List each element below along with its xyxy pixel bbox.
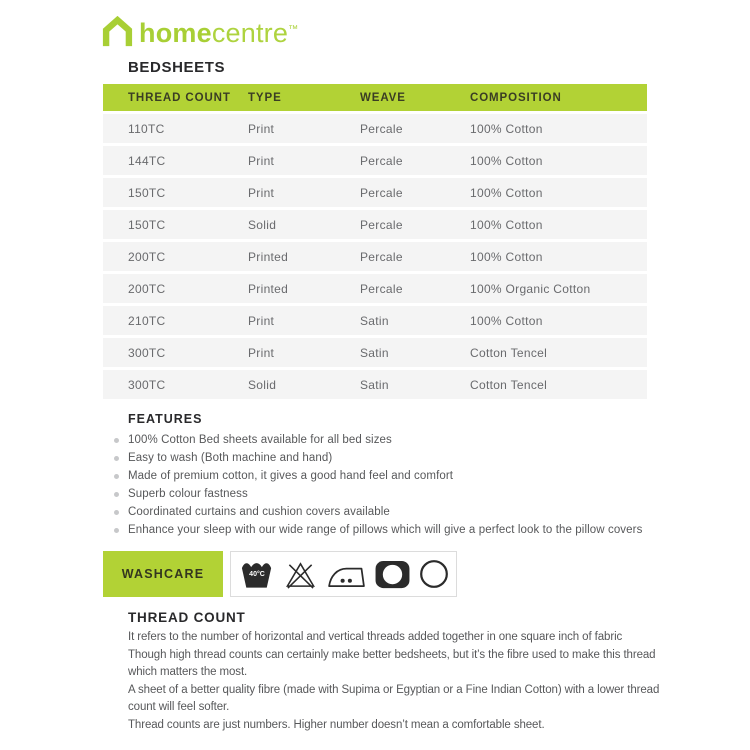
cell-composition: 100% Cotton	[470, 121, 543, 136]
do-not-bleach-icon	[283, 558, 318, 590]
cell-composition: Cotton Tencel	[470, 377, 548, 392]
list-item	[103, 485, 723, 503]
features-heading: FEATURES	[128, 412, 203, 426]
table-row	[103, 370, 647, 399]
cell-type: Solid	[248, 217, 277, 232]
dry-clean-icon	[419, 559, 449, 589]
bullet-icon	[114, 474, 119, 479]
cell-thread-count: 200TC	[128, 281, 166, 296]
cell-type: Print	[248, 345, 275, 360]
machine-wash-40-icon	[239, 558, 276, 590]
column-header-thread-count: THREAD COUNT	[128, 91, 231, 104]
cell-composition: 100% Cotton	[470, 217, 543, 232]
cell-weave: Percale	[360, 121, 403, 136]
list-item	[103, 503, 723, 521]
list-item	[103, 521, 723, 539]
list-item	[103, 431, 723, 449]
wash-temp-label: 40°C	[249, 571, 265, 578]
paragraph: Though high thread counts can certainly make better bedsheets, but it’s the fibre used to make this thread which matters the most.	[128, 648, 656, 679]
iron-medium-icon	[326, 559, 367, 589]
cell-composition: 100% Cotton	[470, 153, 543, 168]
cell-composition: 100% Cotton	[470, 249, 543, 264]
cell-thread-count: 110TC	[128, 121, 165, 136]
cell-composition: 100% Organic Cotton	[470, 281, 591, 296]
table-row	[103, 114, 647, 143]
table-row	[103, 210, 647, 239]
column-header-type: TYPE	[248, 91, 282, 104]
cell-type: Solid	[248, 377, 277, 392]
cell-weave: Percale	[360, 217, 403, 232]
page-title: BEDSHEETS	[128, 59, 226, 76]
feature-text: Easy to wash (Both machine and hand)	[128, 452, 333, 464]
table-row	[103, 146, 647, 175]
cell-weave: Percale	[360, 153, 403, 168]
bullet-icon	[114, 456, 119, 461]
column-header-weave: WEAVE	[360, 91, 406, 104]
cell-thread-count: 150TC	[128, 185, 166, 200]
washcare-label: WASHCARE	[103, 551, 223, 597]
logo-wordmark	[139, 13, 298, 50]
table-row	[103, 338, 647, 367]
table-row	[103, 242, 647, 271]
cell-composition: 100% Cotton	[470, 313, 543, 328]
thread-count-heading: THREAD COUNT	[128, 610, 246, 625]
column-header-composition: COMPOSITION	[470, 91, 562, 104]
logo-centre-text: centre	[211, 18, 289, 48]
feature-text: Enhance your sleep with our wide range of pillows which will give a perfect look to the pillow covers	[128, 524, 643, 536]
cell-weave: Percale	[360, 249, 403, 264]
homecentre-logo	[101, 13, 298, 50]
cell-thread-count: 210TC	[128, 313, 166, 328]
list-item	[103, 467, 723, 485]
thread-count-description	[128, 629, 673, 735]
features-list	[103, 431, 723, 539]
bullet-icon	[114, 492, 119, 497]
bullet-icon	[114, 438, 119, 443]
cell-composition: Cotton Tencel	[470, 345, 548, 360]
washcare-icons-box	[230, 551, 457, 597]
cell-weave: Satin	[360, 377, 389, 392]
cell-type: Print	[248, 185, 275, 200]
washcare-section	[103, 551, 457, 597]
paragraph: Thread counts are just numbers. Higher number doesn’t mean a comfortable sheet.	[128, 718, 545, 731]
cell-weave: Percale	[360, 185, 403, 200]
cell-type: Print	[248, 121, 275, 136]
cell-thread-count: 144TC	[128, 153, 166, 168]
house-icon	[101, 16, 134, 47]
bullet-icon	[114, 528, 119, 533]
table-row	[103, 274, 647, 303]
cell-thread-count: 300TC	[128, 345, 166, 360]
cell-thread-count: 200TC	[128, 249, 166, 264]
feature-text: Made of premium cotton, it gives a good hand feel and comfort	[128, 470, 454, 482]
feature-text: Coordinated curtains and cushion covers available	[128, 506, 390, 518]
table-row	[103, 306, 647, 335]
paragraph: It refers to the number of horizontal and vertical threads added together in one square inch of fabric	[128, 631, 623, 643]
cell-thread-count: 300TC	[128, 377, 166, 392]
cell-weave: Satin	[360, 313, 389, 328]
feature-text: 100% Cotton Bed sheets available for all bed sizes	[128, 434, 392, 446]
cell-weave: Satin	[360, 345, 389, 360]
feature-text: Superb colour fastness	[128, 488, 248, 500]
logo-home-text: home	[139, 18, 212, 48]
cell-type: Print	[248, 313, 275, 328]
cell-weave: Percale	[360, 281, 403, 296]
cell-type: Printed	[248, 281, 289, 296]
list-item	[103, 449, 723, 467]
cell-composition: 100% Cotton	[470, 185, 543, 200]
trademark-symbol: ™	[288, 24, 299, 35]
tumble-dry-icon	[374, 559, 411, 590]
cell-type: Print	[248, 153, 275, 168]
table-row	[103, 178, 647, 207]
cell-type: Printed	[248, 249, 289, 264]
table-header-row	[103, 84, 647, 111]
paragraph: A sheet of a better quality fibre (made with Supima or Egyptian or a Fine Indian Cotton) with a lower thread count will feel softer.	[128, 683, 660, 714]
bullet-icon	[114, 510, 119, 515]
cell-thread-count: 150TC	[128, 217, 166, 232]
bedsheets-table	[103, 84, 647, 399]
